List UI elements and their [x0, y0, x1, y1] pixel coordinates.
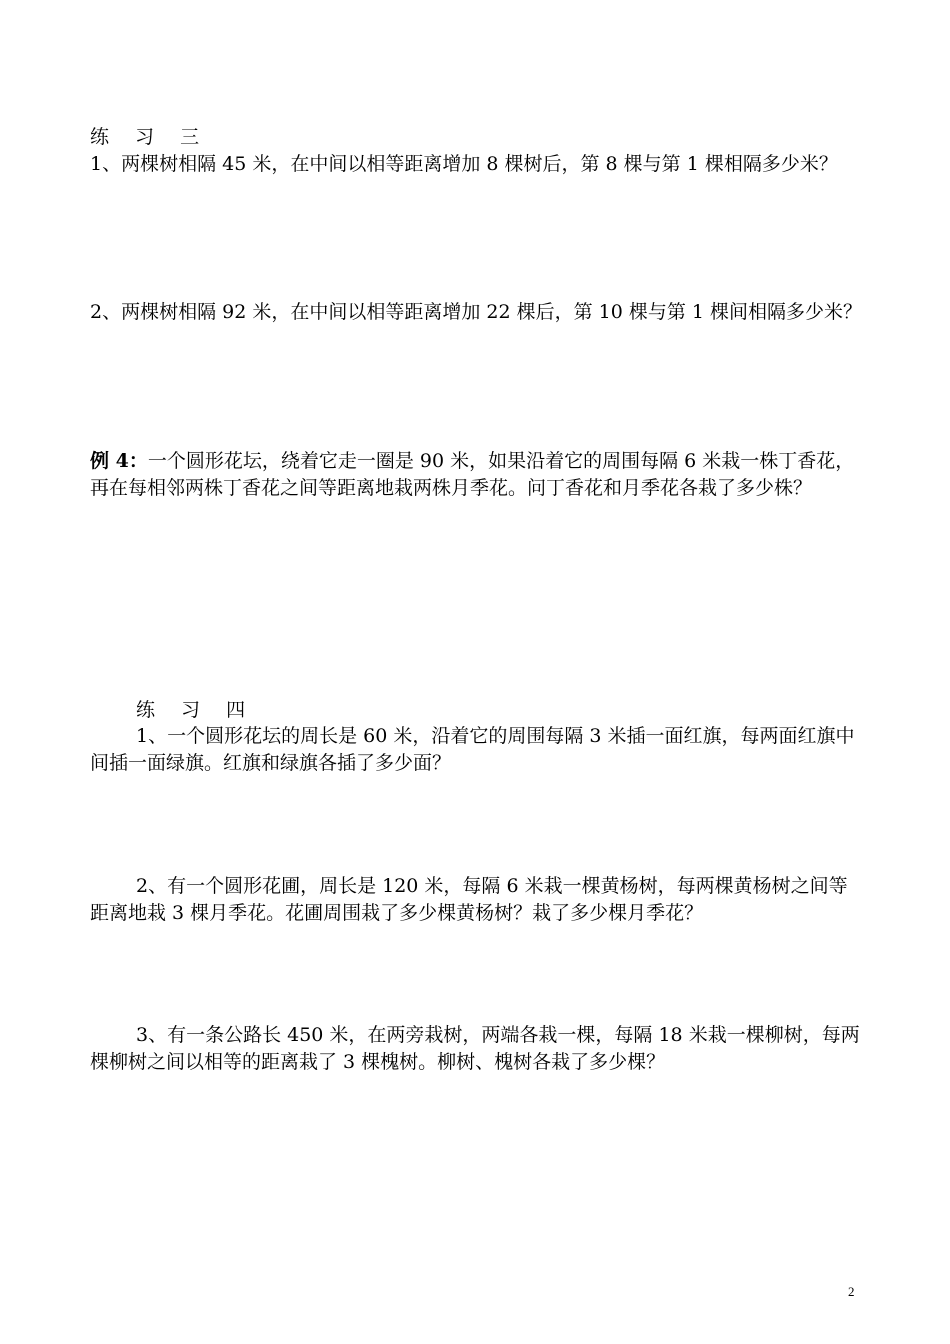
section-4-question-1: 1、一个圆形花坛的周长是 60 米，沿着它的周围每隔 3 米插一面红旗，每两面红旗中间插一面绿旗。红旗和绿旗各插了多少面？ [90, 725, 855, 774]
section-3-heading: 练 习 三 [90, 126, 210, 148]
page-number: 2 [848, 1284, 855, 1299]
example-4-text: 一个圆形花坛，绕着它走一圈是 90 米，如果沿着它的周围每隔 6 米栽一株丁香花，再在每相邻两株丁香花之间等距离地栽两株月季花。问丁香花和月季花各栽了多少株？ [90, 450, 855, 499]
section-4-question-2: 2、有一个圆形花圃，周长是 120 米，每隔 6 米栽一棵黄杨树，每两棵黄杨树之间等距离地栽 3 棵月季花。花圃周围栽了多少棵黄杨树？栽了多少棵月季花？ [90, 875, 848, 924]
section-4-question-3: 3、有一条公路长 450 米，在两旁栽树，两端各栽一棵，每隔 18 米栽一棵柳树，每两棵柳树之间以相等的距离栽了 3 棵槐树。柳树、槐树各栽了多少棵？ [90, 1024, 860, 1073]
section-4-heading: 练 习 四 [136, 699, 256, 721]
example-4-label: 例 4： [90, 450, 148, 472]
section-3-question-1: 1、两棵树相隔 45 米，在中间以相等距离增加 8 棵树后，第 8 棵与第 1 棵相隔多少米？ [90, 153, 838, 175]
section-3-question-2: 2、两棵树相隔 92 米，在中间以相等距离增加 22 棵后，第 10 棵与第 1 棵间相隔多少米？ [90, 301, 863, 323]
example-4-paragraph [90, 448, 865, 502]
